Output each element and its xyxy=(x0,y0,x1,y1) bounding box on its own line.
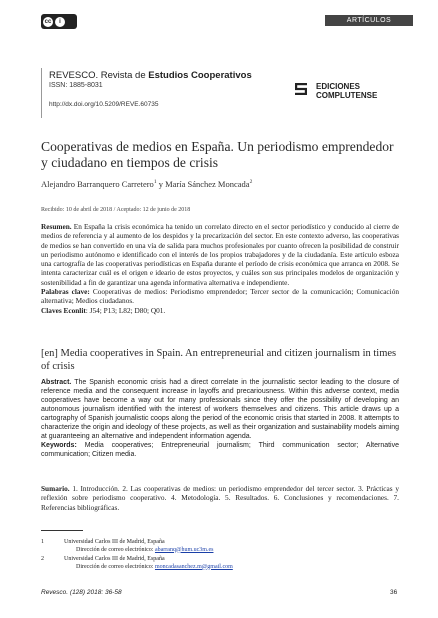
journal-name xyxy=(49,70,252,81)
footnote-1-email-label: Dirección de correo electrónico: xyxy=(76,546,155,553)
article-type-tag: ARTÍCULOS xyxy=(325,15,413,26)
resumen-text: En España la crisis económica ha tenido un correlato directo en el sector periodístico y conducido al cierre de medios de referencia y al aumento de los despidos y la precarización del sector. En este contexto adverso, las cooperativas de medios se han convertido en una vía de salida para muchos profesionales por cuanto ofrecen la posibilidad de construir un periodismo autónomo e identificado con el interés de los propios trabajadores y de la ciudadanía. Este artículo esboza una cartografía de las cooperativas periodísticas en España durante el período de crisis económica que arranca en 2008. Se intenta caracterizar cuál es el origen e ideario de estos proyectos, y cuáles son sus principales modelos de organización y sostenibilidad a fin de garantizar una agenda informativa alternativa e independiente. xyxy=(41,222,399,287)
palabras-clave-label: Palabras clave: xyxy=(41,287,90,297)
author-connector: y xyxy=(156,179,166,189)
abstract-label: Abstract. xyxy=(41,379,72,386)
abstract-text: The Spanish economic crisis had a direct correlate in the journalistic sector leading to the closure of reference media and the consequent increase in layoffs and precariousness. Within this adverse context, media cooperatives have become a way out for many professionals since they offer the possibility of developing an autonomous journalism identified with the interest of workers themselves and citizens. This article draws up a cartography of Spanish journalistic coops along the period of the economic crisis that started in 2008. It attempts to characterize the origin and ideology of these projects, as well as their organization and sustainability models aiming at guaranteeing an alternative and independent information agenda. xyxy=(41,379,399,440)
page-number: 36 xyxy=(390,589,398,596)
sumario-label: Sumario. xyxy=(41,484,70,493)
footnote-2-email-link[interactable]: moncadasanchez.m@gmail.com xyxy=(154,563,233,570)
claves-econlit-label: Claves Econlit xyxy=(41,305,86,315)
footnote-2-number: 2 xyxy=(41,556,44,562)
footer-citation: Revesco. (128) 2018: 36-58 xyxy=(41,589,122,596)
received-accepted-dates: Recibido: 10 de abril de 2018 / Aceptado: 12 de junio de 2018 xyxy=(41,207,191,213)
keywords-text: Media cooperatives; Entrepreneurial journalism; Third communication sector; Alternative communication; Citizen media. xyxy=(41,442,399,458)
complutense-logo-icon xyxy=(295,83,307,95)
author-1: Alejandro Barranquero Carretero xyxy=(41,179,154,189)
author-1-footnote-ref[interactable]: 1 xyxy=(153,179,157,186)
sumario-section xyxy=(41,484,399,512)
author-2-footnote-ref[interactable]: 2 xyxy=(249,179,253,186)
footnote-1-email-link[interactable]: abarranq@hum.uc3m.es xyxy=(154,546,214,553)
footnote-2-email-line xyxy=(76,564,233,572)
claves-econlit-text: : J54; P13; L82; D80; Q01. xyxy=(85,305,166,315)
license-badge[interactable] xyxy=(41,14,77,29)
abstract-section xyxy=(41,378,399,459)
journal-issn: ISSN: 1885-8031 xyxy=(49,82,103,89)
footnote-2 xyxy=(41,556,401,572)
publisher-line2: COMPLUTENSE xyxy=(316,91,378,100)
keywords-label: Keywords: xyxy=(41,442,77,449)
article-title-en: [en] Media cooperatives in Spain. An entrepreneurial and citizen journalism in times of crisis xyxy=(41,348,397,372)
footnote-1-affiliation: Universidad Carlos III de Madrid, España xyxy=(64,539,165,545)
journal-name-bold: Estudios Cooperativos xyxy=(148,70,252,81)
authors xyxy=(41,179,252,189)
resumen-label: Resumen. xyxy=(41,222,72,231)
footnote-1-number: 1 xyxy=(41,539,44,545)
publisher-name xyxy=(316,82,377,100)
footnote-2-email-label: Dirección de correo electrónico: xyxy=(76,563,155,570)
by-icon: i xyxy=(55,17,65,27)
footnote-1 xyxy=(41,539,401,555)
publisher-line1: EDICIONES xyxy=(316,82,361,91)
author-2: María Sánchez Moncada xyxy=(165,179,250,189)
footnote-divider xyxy=(41,530,83,531)
cc-icon: cc xyxy=(44,18,52,25)
footnote-1-email-line xyxy=(76,547,213,555)
journal-name-prefix: REVESCO. Revista de xyxy=(49,70,149,81)
footnote-2-affiliation: Universidad Carlos III de Madrid, España xyxy=(64,556,165,562)
palabras-clave-text: Cooperativas de medios: Periodismo emprendedor; Tercer sector de la comunicación; Comunicación alternativa; Medios ciudadanos. xyxy=(41,287,399,306)
resumen-section xyxy=(41,222,399,315)
article-title-es: Cooperativas de medios en España. Un periodismo emprendedor y ciudadano en tiempos de crisis xyxy=(41,139,394,170)
article-doi-link[interactable]: http://dx.doi.org/10.5209/REVE.60735 xyxy=(49,101,159,108)
sumario-text: 1. Introducción. 2. Las cooperativas de medios: un periodismo emprendedor del tercer sector. 3. Prácticas y reflexión sobre periodismo cooperativo. 4. Metodología. 5. Resultados. 6. Conclusiones y recomendaciones. 7. Referencias bibliográficas. xyxy=(41,484,399,512)
